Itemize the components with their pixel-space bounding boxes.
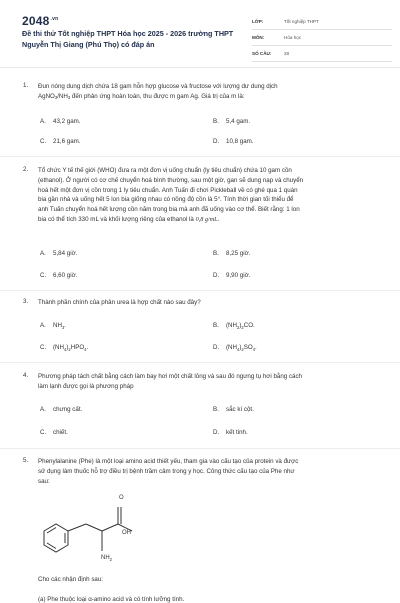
molecule-bonds (44, 507, 132, 552)
formula-part: (NH (226, 344, 237, 351)
question-line: Phương pháp tách chất bằng cách làm bay hơi một chất lỏng và sau đó ngưng tụ hơi bằng cách (38, 373, 302, 380)
option-value (226, 344, 257, 351)
option-value: chưng cất. (53, 406, 83, 413)
option-value: 10,8 gam. (226, 138, 254, 145)
subscript: 2 (241, 346, 244, 352)
formula-part: CO. (243, 322, 255, 329)
question-separator (0, 290, 400, 291)
question-line: sử dụng làm thuốc hỗ trợ điều trị bệnh trầm cảm trong y học. Công thức cấu tạo của Phe như (38, 467, 295, 475)
option-key: D. (213, 344, 220, 351)
meta-table (252, 14, 392, 62)
option-value: 8,25 giờ. (226, 250, 251, 257)
formula-part: (NH (53, 344, 64, 351)
option-value: sắc kí cột. (226, 406, 254, 413)
question-number: 3. (23, 298, 29, 305)
option-c[interactable] (40, 429, 68, 436)
question-number: 2. (23, 166, 29, 173)
question-line (38, 215, 378, 225)
subscript: 2 (68, 346, 71, 352)
option-key: B. (213, 322, 219, 329)
exam-title: Đề thi thử Tốt nghiệp THPT Hóa học 2025 - 2026 trường THPT Nguyễn Thị Giang (Phú Thọ) có đáp án (22, 29, 234, 49)
formula-part: . (86, 344, 89, 351)
question-line: Đun nóng dung dịch chứa 18 gam hỗn hợp glucose và fructose với lượng dư dung dịch (38, 83, 278, 90)
subscript: 3 (61, 324, 65, 330)
option-a[interactable] (40, 322, 66, 329)
question-separator (0, 362, 400, 363)
option-key: A. (40, 118, 46, 125)
text-part: . (217, 215, 220, 223)
bond-ch2-ch (86, 524, 102, 531)
logo-suffix: .vn (50, 16, 59, 22)
option-d[interactable] (213, 272, 250, 279)
formula-part: ) (66, 344, 69, 351)
meta-label: LỚP: (252, 19, 264, 24)
option-b[interactable] (213, 322, 255, 329)
text-part: bia có thể tích 330 mL và khối lượng riêng của ethanol là (38, 215, 196, 223)
site-logo[interactable] (22, 14, 58, 28)
question-line: anh Tuấn chuyển hoá hết lượng cồn năm trong bia mà anh đã uống vào cơ thể. Biết rằng: 1 lon (38, 206, 300, 214)
option-value: 9,90 giờ. (226, 272, 251, 279)
option-a[interactable] (40, 250, 77, 257)
meta-row-class (252, 14, 392, 30)
subscript: 4 (237, 346, 240, 352)
option-value: 5,4 gam. (226, 118, 251, 125)
option-key: A. (40, 322, 46, 329)
subscript: 3 (67, 95, 71, 101)
bond-ring-ch2 (68, 524, 86, 531)
option-c[interactable] (40, 138, 81, 145)
question-text (38, 457, 378, 486)
option-b[interactable] (213, 250, 250, 257)
option-c[interactable] (40, 272, 77, 279)
subscript: 2 (237, 324, 240, 330)
question-number: 4. (23, 372, 29, 379)
option-value (53, 344, 88, 351)
question-line: Tổ chức Y tế thế giới (WHO) đưa ra một đơn vị uống chuẩn (ly tiêu chuẩn) chứa 10 gam cồn (38, 167, 292, 174)
bond-ch-c (102, 524, 118, 531)
question-text (38, 166, 378, 225)
phenylalanine-structure (36, 493, 196, 573)
option-a[interactable] (40, 406, 82, 413)
option-key: B. (213, 118, 219, 125)
option-a[interactable] (40, 118, 81, 125)
question-line: làm lạnh được gọi là phương pháp (38, 382, 134, 390)
option-value: chiết. (53, 429, 68, 436)
option-key: B. (213, 406, 219, 413)
option-key: C. (40, 344, 47, 351)
option-key: A. (40, 406, 46, 413)
question-separator (0, 156, 400, 157)
text-part: đến phản ứng hoàn toàn, thu được m gam Ag. Giá trị của m là: (70, 92, 245, 100)
subscript: 4 (252, 346, 256, 352)
amine-text: NH (101, 555, 110, 561)
option-d[interactable] (213, 344, 257, 351)
option-key: D. (213, 138, 220, 145)
formula-part: (NH (226, 322, 237, 329)
option-c[interactable] (40, 344, 88, 351)
question-text (38, 82, 378, 102)
option-key: A. (40, 250, 46, 257)
option-value: 5,84 giờ. (53, 250, 78, 257)
option-key: D. (213, 429, 220, 436)
option-key: C. (40, 272, 47, 279)
meta-row-count (252, 46, 392, 62)
header-divider (0, 67, 400, 68)
option-value (53, 322, 66, 329)
formula-part: . (64, 322, 67, 329)
option-value: kết tinh. (226, 429, 248, 436)
label-oxygen: O (119, 495, 124, 501)
option-value: 6,60 giờ. (53, 272, 78, 279)
option-value: 21,6 gam. (53, 138, 81, 145)
question-line: Phenylalanine (Phe) là một loại amino acid thiết yếu, tham gia vào cấu tạo của protein và được (38, 458, 299, 465)
option-key: C. (40, 429, 47, 436)
subscript: 2 (241, 324, 244, 330)
option-value: 43,2 gam. (53, 118, 81, 125)
question-line: hoá hết một đơn vị cồn trong 1 ly tiêu chuẩn. Anh Tuấn đi chơi Pickleball về có ghé qua 1 quán (38, 186, 298, 194)
subscript: 3 (54, 95, 58, 101)
question-separator (0, 448, 400, 449)
logo-text: 2048 (22, 14, 50, 28)
option-key: B. (213, 250, 219, 257)
subscript: 4 (84, 346, 87, 352)
label-amine (101, 555, 112, 561)
formula-part: /NH (57, 92, 68, 100)
label-hydroxyl: OH (122, 530, 131, 536)
question-text (38, 372, 378, 392)
formula-part: SO (243, 344, 253, 351)
density-value: 0,8 g/mL (195, 215, 218, 223)
benzene-ring (44, 524, 68, 552)
option-key: C. (40, 138, 47, 145)
header (0, 0, 400, 62)
question-text: Thành phần chính của phân urea là hợp chất nào sau đây? (38, 299, 201, 306)
formula-part: . (255, 344, 257, 351)
statement-a: (a) Phe thuộc loại α-amino acid và có tính lưỡng tính. (38, 596, 185, 603)
meta-value: Hóa học (284, 35, 302, 40)
formula-part: ) (239, 344, 242, 351)
formula-part: AgNO (38, 92, 55, 100)
option-b[interactable] (213, 118, 250, 125)
subscript: 2 (109, 556, 113, 562)
meta-value: Tốt nghiệp THPT (284, 19, 319, 24)
formula-part: HPO (70, 344, 85, 351)
option-key: D. (213, 272, 220, 279)
meta-row-subject (252, 30, 392, 46)
question-line: sau: (38, 477, 50, 485)
question-line: bia gần nhà và uống hết 5 lon bia giống nhau có nồng độ cồn là 5°. Tính thời gian tối thiểu để (38, 196, 294, 204)
meta-value: 28 (284, 51, 290, 56)
option-d[interactable] (213, 138, 254, 145)
formula-part: ) (239, 322, 242, 329)
option-b[interactable] (213, 406, 254, 413)
question-number: 5. (23, 457, 29, 464)
question-number: 1. (23, 82, 29, 89)
option-value (226, 322, 255, 329)
statement-intro: Cho các nhận định sau: (38, 576, 104, 583)
formula-part: NH (53, 322, 62, 329)
question-line (38, 92, 378, 102)
option-d[interactable] (213, 429, 248, 436)
question-line: (ethanol). Ở người có cơ chế chuyển hoá bình thường, sau một giờ, gan sẽ dung nạp và chuyển (38, 176, 304, 184)
meta-label: SỐ CÂU: (252, 51, 272, 56)
subscript: 4 (64, 346, 67, 352)
meta-label: MÔN: (252, 35, 265, 40)
